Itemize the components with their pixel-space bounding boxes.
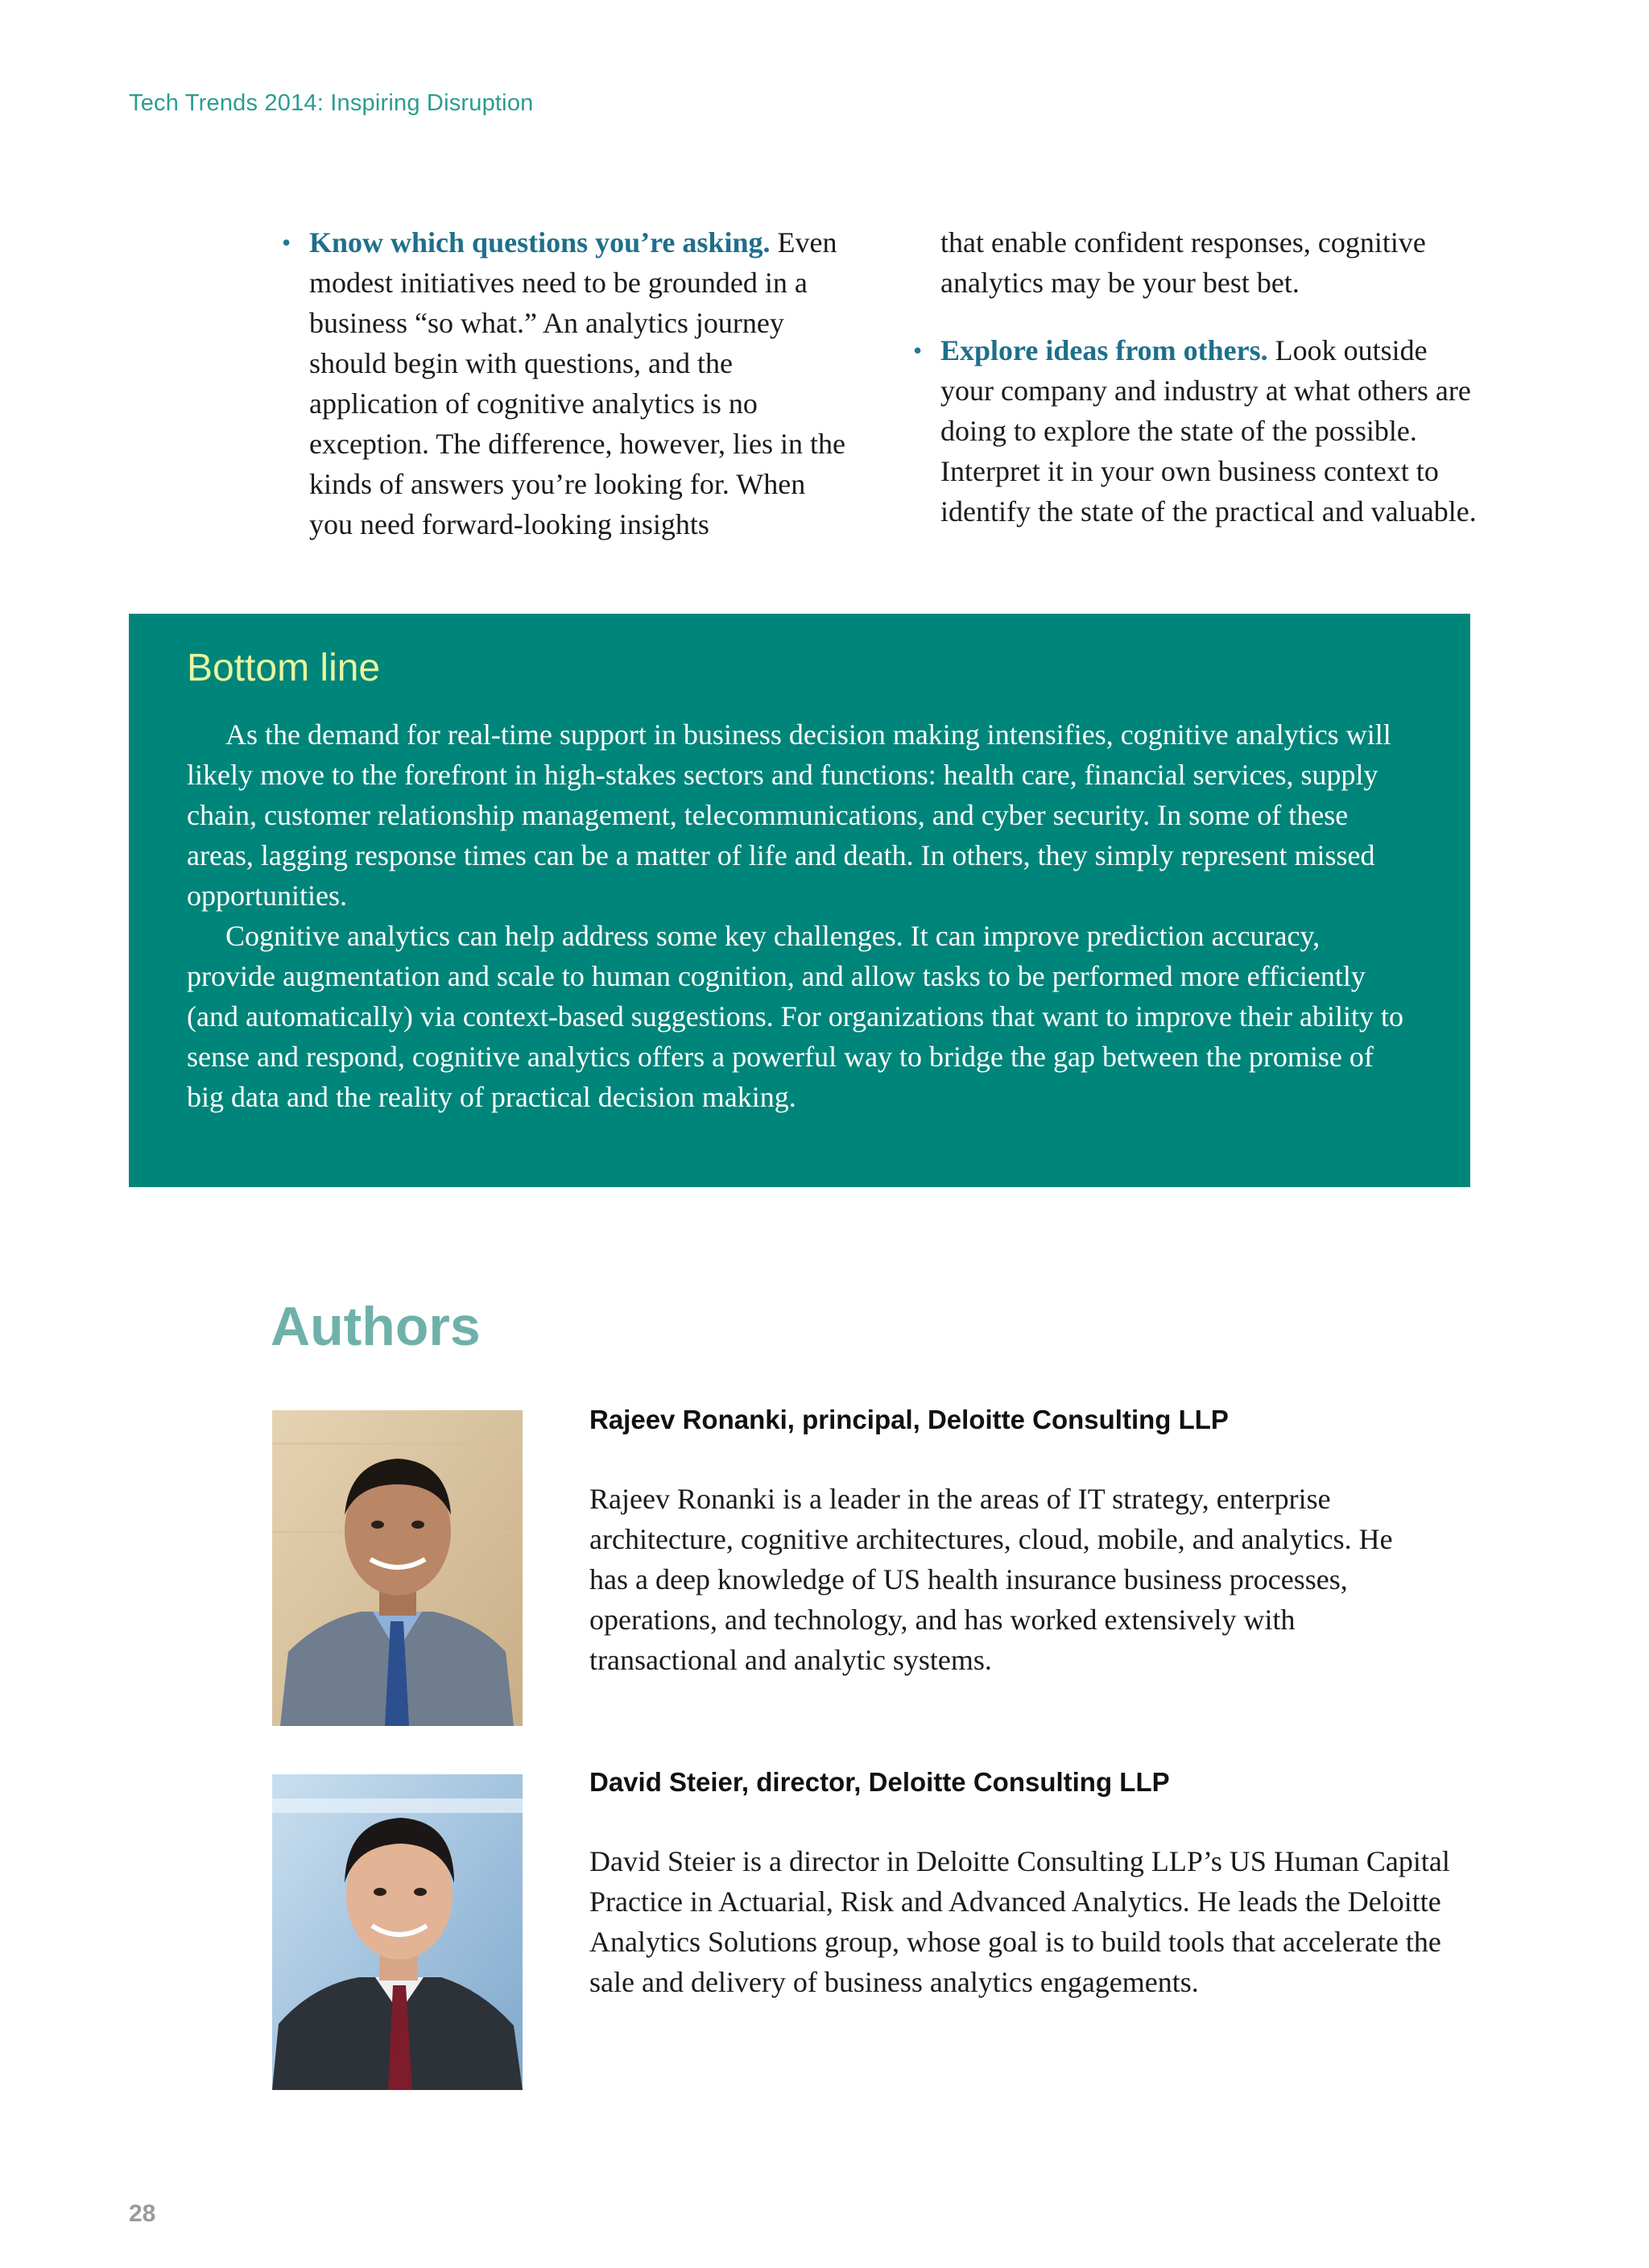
authors-heading: Authors: [271, 1296, 481, 1357]
author-bio: Rajeev Ronanki is a leader in the areas of IT strategy, enterprise architecture, cognitive architectures, cloud, mobile, and analytics. He has a deep knowledge of US health insurance business processes, operations, and technology, and has worked extensively with transactional and analytic systems.: [589, 1483, 1393, 1676]
running-head: Tech Trends 2014: Inspiring Disruption: [129, 90, 534, 116]
bullet-text: Even modest initiatives need to be grounded in a business “so what.” An analytics journey should begin with questions, and the application of cognitive analytics is no exception. The difference, however, lies in the kinds of answers you’re looking for. When you need forward-looking insights: [309, 226, 845, 540]
bottom-line-title: Bottom line: [187, 647, 381, 689]
author-name: Rajeev Ronanki, principal, Deloitte Consulting LLP: [589, 1405, 1229, 1434]
bullet-lead: Explore ideas from others.: [940, 334, 1268, 366]
author-bio: David Steier is a director in Deloitte Consulting LLP’s US Human Capital Practice in Actuarial, Risk and Advanced Analytics. He leads the Deloitte Analytics Solutions group, whose goal is to build tools that accelerate the sale and delivery of business analytics engagements.: [589, 1845, 1450, 1998]
author-name: David Steier, director, Deloitte Consulting LLP: [589, 1767, 1170, 1797]
bullet-item: [913, 330, 1477, 532]
bullet-item: [282, 222, 853, 544]
author-photo-rajeev: [272, 1410, 523, 1726]
left-column: [282, 222, 853, 544]
bottom-line-box: [129, 614, 1470, 1187]
bottom-line-paragraph: As the demand for real-time support in business decision making intensifies, cognitive analytics will likely move to the forefront in high-stakes sectors and functions: health care, financial services, supply chain, customer relationship management, telecommunications, and cyber security. In some of these areas, lagging response times can be a matter of life and death. In others, they simply represent missed opportunities.: [187, 718, 1391, 912]
right-column: [913, 222, 1477, 532]
bottom-line-paragraph: Cognitive analytics can help address some key challenges. It can improve prediction accuracy, provide augmentation and scale to human cognition, and allow tasks to be performed more efficiently (and automatically) via context-based suggestions. For organizations that want to improve their ability to sense and respond, cognitive analytics offers a powerful way to bridge the gap between the promise of big data and the reality of practical decision making.: [187, 920, 1403, 1113]
bullet-dot-icon: •: [282, 228, 291, 257]
bullet-dot-icon: •: [913, 336, 923, 365]
bullet-continued-text: that enable confident responses, cognitive analytics may be your best bet.: [940, 226, 1426, 299]
author-photo-david: [272, 1774, 523, 2090]
bullet-text: Look outside your company and industry at what others are doing to explore the state of the possible. Interpret it in your own business context to identify the state of the practical and valuable.: [940, 334, 1477, 528]
bullet-lead: Know which questions you’re asking.: [309, 226, 771, 259]
page-number: 28: [129, 2200, 156, 2227]
